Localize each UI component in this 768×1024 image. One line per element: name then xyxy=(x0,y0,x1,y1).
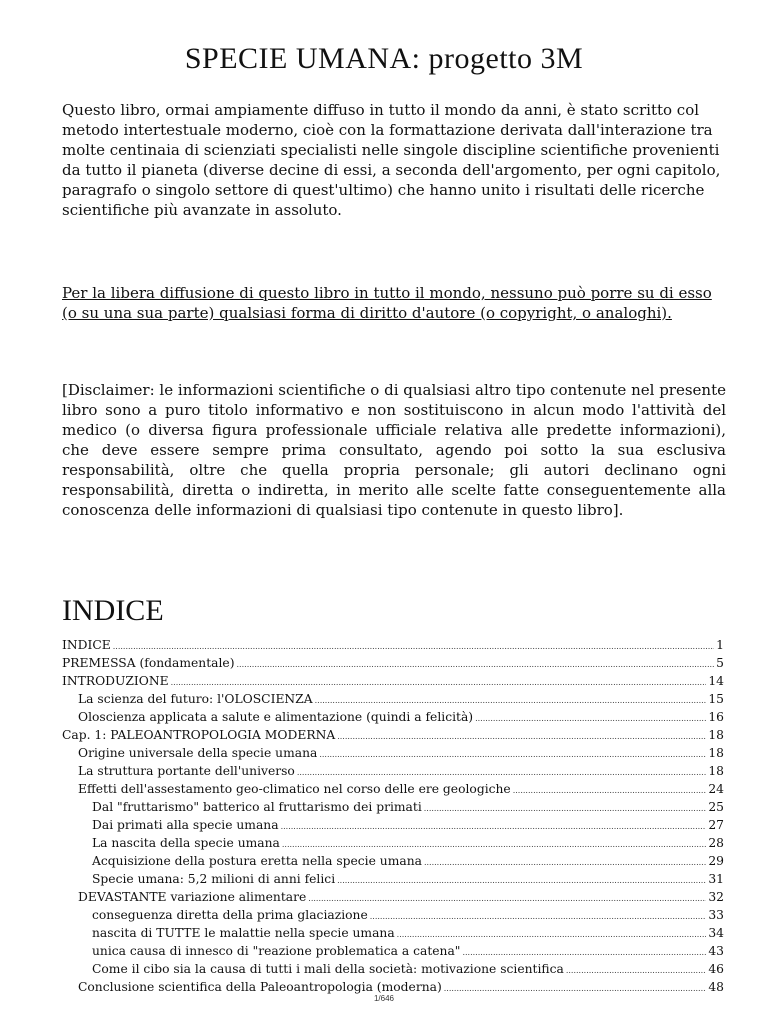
toc-leader-dots xyxy=(370,906,707,924)
toc-leader-dots xyxy=(462,942,706,960)
toc-page-number: 48 xyxy=(708,980,724,994)
toc-page-number: 27 xyxy=(708,818,724,832)
toc-leader-dots xyxy=(513,780,707,798)
toc-entry[interactable] xyxy=(62,744,724,762)
toc-entry[interactable] xyxy=(62,708,724,726)
toc-entry[interactable] xyxy=(62,798,724,816)
toc-entry[interactable] xyxy=(62,960,724,978)
toc-entry[interactable] xyxy=(62,834,724,852)
toc-entry[interactable] xyxy=(62,672,724,690)
toc-entry-title: unica causa di innesco di "reazione problematica a catena" xyxy=(92,944,461,958)
toc-entry[interactable] xyxy=(62,870,724,888)
toc-leader-dots xyxy=(424,852,706,870)
toc-entry[interactable] xyxy=(62,816,724,834)
toc-page-number: 24 xyxy=(708,782,724,796)
toc-leader-dots xyxy=(397,924,707,942)
toc-entry[interactable] xyxy=(62,762,724,780)
toc-entry-title: Effetti dell'assestamento geo-climatico nel corso delle ere geologiche xyxy=(78,782,511,796)
toc-leader-dots xyxy=(282,834,706,852)
toc-entry[interactable] xyxy=(62,942,724,960)
toc-page-number: 18 xyxy=(708,728,724,742)
indice-heading: INDICE xyxy=(62,594,164,627)
toc-entry[interactable] xyxy=(62,906,724,924)
disclaimer-paragraph: [Disclaimer: le informazioni scientifiche o di qualsiasi altro tipo contenute nel presente libro sono a puro titolo informativo e non sostituiscono in alcun modo l'attività del medico (o diversa figura professionale ufficiale relativa alle predette informazioni), che deve essere sempre prima consultato, agendo poi sotto la sua esclusiva responsabilità, oltre che quella propria personale; gli autori declinano ogni responsabilità, diretta o indiretta, in merito alle scelte fatte conseguentemente alla conoscenza delle informazioni di qualsiasi tipo contenute in questo libro]. xyxy=(62,381,726,519)
toc-page-number: 5 xyxy=(716,656,724,670)
toc-page-number: 1 xyxy=(716,638,724,652)
toc-entry-title: nascita di TUTTE le malattie nella specie umana xyxy=(92,926,395,940)
toc-leader-dots xyxy=(337,870,706,888)
toc-leader-dots xyxy=(319,744,706,762)
toc-entry-title: Dai primati alla specie umana xyxy=(92,818,279,832)
toc-entry-title: DEVASTANTE variazione alimentare xyxy=(78,890,307,904)
toc-entry-title: La nascita della specie umana xyxy=(92,836,280,850)
toc-entry-title: Dal "fruttarismo" batterico al fruttarismo dei primati xyxy=(92,800,422,814)
toc-entry-title: Oloscienza applicata a salute e alimentazione (quindi a felicità) xyxy=(78,710,474,724)
toc-entry[interactable] xyxy=(62,924,724,942)
toc-leader-dots xyxy=(308,888,706,906)
toc-entry-title: conseguenza diretta della prima glaciazione xyxy=(92,908,368,922)
toc-entry[interactable] xyxy=(62,726,724,744)
toc-page-number: 18 xyxy=(708,764,724,778)
toc-leader-dots xyxy=(281,816,707,834)
toc-page-number: 29 xyxy=(708,854,724,868)
toc-page-number: 32 xyxy=(708,890,724,904)
page-title: SPECIE UMANA: progetto 3M xyxy=(184,42,584,75)
toc-leader-dots xyxy=(424,798,707,816)
toc-entry-title: La struttura portante dell'universo xyxy=(78,764,295,778)
toc-page-number: 16 xyxy=(708,710,724,724)
toc-entry-title: PREMESSA (fondamentale) xyxy=(62,656,235,670)
toc-entry-title: Specie umana: 5,2 milioni di anni felici xyxy=(92,872,336,886)
toc-page-number: 43 xyxy=(708,944,724,958)
toc-entry-title: Origine universale della specie umana xyxy=(78,746,318,760)
toc-page-number: 33 xyxy=(708,908,724,922)
toc-leader-dots xyxy=(566,960,707,978)
toc-entry[interactable] xyxy=(62,690,724,708)
toc-leader-dots xyxy=(297,762,707,780)
toc-page-number: 25 xyxy=(708,800,724,814)
toc-leader-dots xyxy=(475,708,706,726)
toc-page-number: 28 xyxy=(708,836,724,850)
toc-leader-dots xyxy=(113,636,714,654)
toc-entry[interactable] xyxy=(62,852,724,870)
intro-paragraph: Questo libro, ormai ampiamente diffuso in tutto il mondo da anni, è stato scritto col metodo intertestuale moderno, cioè con la formattazione derivata dall'interazione tra molte centinaia di scienziati specialisti nelle singole discipline scientifiche provenienti da tutto il pianeta (diverse decine di essi, a seconda dell'argomento, per ogni capitolo, paragrafo o singolo settore di quest'ultimo) che hanno unito i risultati delle ricerche scientifiche più avanzate in assoluto. xyxy=(62,101,721,219)
toc-entry-title: INDICE xyxy=(62,638,111,652)
toc-page-number: 34 xyxy=(708,926,724,940)
toc-leader-dots xyxy=(171,672,707,690)
toc-leader-dots xyxy=(237,654,715,672)
toc-entry-title: Acquisizione della postura eretta nella specie umana xyxy=(92,854,422,868)
toc-entry-title: La scienza del futuro: l'OLOSCIENZA xyxy=(78,692,313,706)
toc-page-number: 31 xyxy=(708,872,724,886)
toc-entry[interactable] xyxy=(62,888,724,906)
toc-leader-dots xyxy=(315,690,707,708)
toc-page-number: 18 xyxy=(708,746,724,760)
table-of-contents xyxy=(62,636,724,996)
toc-leader-dots xyxy=(337,726,706,744)
page-number: 1/646 xyxy=(373,994,395,1003)
toc-entry[interactable] xyxy=(62,780,724,798)
toc-entry-title: Cap. 1: PALEOANTROPOLOGIA MODERNA xyxy=(62,728,336,742)
toc-page-number: 15 xyxy=(708,692,724,706)
toc-entry-title: Conclusione scientifica della Paleoantropologia (moderna) xyxy=(78,980,442,994)
toc-entry[interactable] xyxy=(62,654,724,672)
copyright-notice: Per la libera diffusione di questo libro in tutto il mondo, nessuno può porre su di esso (o su una sua parte) qualsiasi forma di diritto d'autore (o copyright, o analoghi). xyxy=(62,284,712,322)
toc-page-number: 46 xyxy=(708,962,724,976)
toc-page-number: 14 xyxy=(708,674,724,688)
toc-entry[interactable] xyxy=(62,636,724,654)
toc-entry-title: Come il cibo sia la causa di tutti i mali della società: motivazione scientifica xyxy=(92,962,564,976)
toc-entry-title: INTRODUZIONE xyxy=(62,674,169,688)
